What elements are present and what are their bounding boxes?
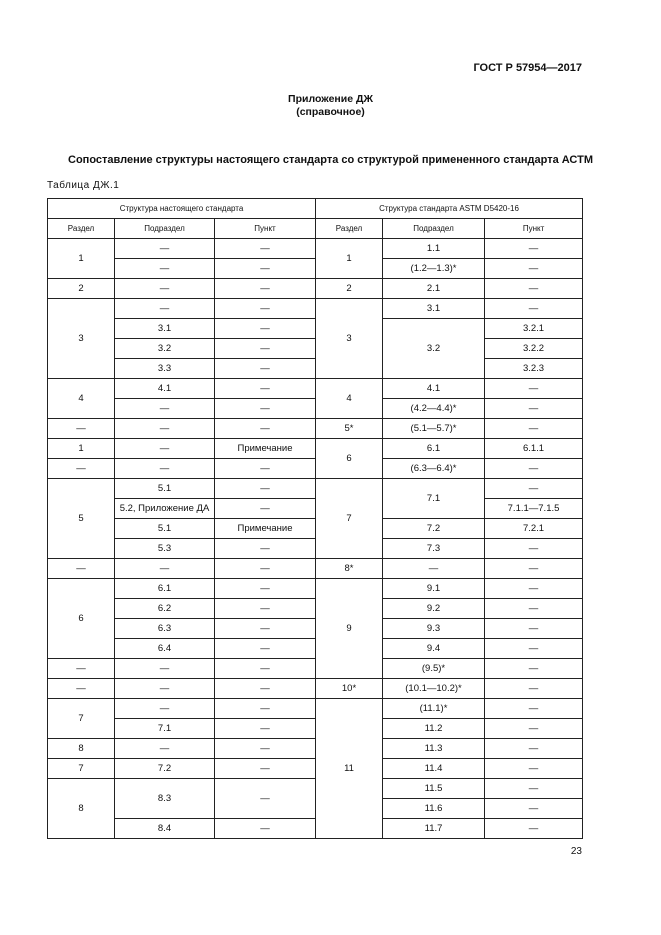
table-cell: 7	[48, 759, 115, 779]
table-cell: —	[485, 819, 583, 839]
table-cell: 11.4	[383, 759, 485, 779]
table-cell: 7.2	[115, 759, 215, 779]
table-cell: 6	[316, 439, 383, 479]
table-cell: —	[485, 419, 583, 439]
table-row	[48, 339, 583, 359]
table-cell: (9.5)*	[383, 659, 485, 679]
table-cell: 4.1	[383, 379, 485, 399]
table-cell: —	[215, 319, 316, 339]
table-row	[48, 239, 583, 259]
table-row	[48, 699, 583, 719]
column-header: Раздел	[48, 219, 115, 239]
table-cell: 2.1	[383, 279, 485, 299]
table-cell: —	[485, 599, 583, 619]
table-cell: 2	[316, 279, 383, 299]
table-body	[48, 239, 583, 839]
column-header-row	[48, 219, 583, 239]
table-cell: 5.2, Приложение ДА	[115, 499, 215, 519]
column-header: Подраздел	[115, 219, 215, 239]
table-row	[48, 719, 583, 739]
table-cell: —	[215, 779, 316, 819]
table-cell: —	[215, 419, 316, 439]
table-cell: Примечание	[215, 439, 316, 459]
table-cell: 6	[48, 579, 115, 659]
table-cell: 1	[48, 239, 115, 279]
table-row	[48, 559, 583, 579]
table-cell: 5.1	[115, 479, 215, 499]
table-cell: —	[485, 399, 583, 419]
table-cell: —	[485, 579, 583, 599]
table-cell: —	[215, 599, 316, 619]
table-cell: 9.4	[383, 639, 485, 659]
table-cell: (1.2—1.3)*	[383, 259, 485, 279]
table-cell: 3.2.1	[485, 319, 583, 339]
table-cell: —	[215, 759, 316, 779]
group-header-left: Структура настоящего стандарта	[48, 199, 316, 219]
comparison-table	[47, 198, 583, 839]
table-cell: (5.1—5.7)*	[383, 419, 485, 439]
table-cell: —	[48, 679, 115, 699]
table-cell: —	[115, 399, 215, 419]
table-cell: —	[485, 379, 583, 399]
table-cell: 9.2	[383, 599, 485, 619]
table-cell: —	[485, 659, 583, 679]
table-cell: 5.1	[115, 519, 215, 539]
table-row	[48, 399, 583, 419]
table-row	[48, 759, 583, 779]
table-cell: —	[215, 699, 316, 719]
table-cell: 8	[48, 779, 115, 839]
table-cell: —	[215, 679, 316, 699]
table-cell: 11.7	[383, 819, 485, 839]
table-cell: 6.1	[115, 579, 215, 599]
table-row	[48, 579, 583, 599]
table-cell: 11.3	[383, 739, 485, 759]
table-cell: —	[115, 299, 215, 319]
table-cell: —	[115, 739, 215, 759]
table-cell: —	[215, 619, 316, 639]
table-cell: (11.1)*	[383, 699, 485, 719]
table-cell: —	[215, 539, 316, 559]
table-cell: —	[115, 559, 215, 579]
table-row	[48, 659, 583, 679]
table-cell: 7.1	[115, 719, 215, 739]
table-cell: 4.1	[115, 379, 215, 399]
table-cell: 7.1.1—7.1.5	[485, 499, 583, 519]
table-cell: 3.2.2	[485, 339, 583, 359]
table-cell: 6.3	[115, 619, 215, 639]
table-cell: —	[215, 399, 316, 419]
table-cell: —	[485, 259, 583, 279]
table-cell: —	[215, 579, 316, 599]
table-row	[48, 619, 583, 639]
table-cell: 5.3	[115, 539, 215, 559]
table-cell: —	[485, 799, 583, 819]
table-cell: 6.2	[115, 599, 215, 619]
table-cell: 7.3	[383, 539, 485, 559]
group-header-right: Структура стандарта ASTM D5420-16	[316, 199, 583, 219]
table-cell: —	[485, 779, 583, 799]
table-cell: 4	[316, 379, 383, 419]
table-row	[48, 639, 583, 659]
table-row	[48, 379, 583, 399]
appendix-subtitle: (справочное)	[296, 106, 365, 118]
column-header: Раздел	[316, 219, 383, 239]
table-row	[48, 739, 583, 759]
table-cell: 10*	[316, 679, 383, 699]
table-cell: —	[215, 259, 316, 279]
table-cell: 7.1	[383, 479, 485, 519]
table-row	[48, 599, 583, 619]
table-cell: 4	[48, 379, 115, 419]
table-cell: 6.4	[115, 639, 215, 659]
page-number: 23	[570, 846, 582, 857]
column-header: Подраздел	[383, 219, 485, 239]
table-cell: 3.2	[115, 339, 215, 359]
table-cell: 11.5	[383, 779, 485, 799]
table-cell: 7	[48, 699, 115, 739]
table-cell: (4.2—4.4)*	[383, 399, 485, 419]
table-cell: —	[485, 759, 583, 779]
table-cell: 11	[316, 699, 383, 839]
table-row	[48, 439, 583, 459]
table-cell: —	[215, 359, 316, 379]
table-cell: —	[215, 819, 316, 839]
table-cell: 2	[48, 279, 115, 299]
table-row	[48, 679, 583, 699]
table-cell: —	[215, 479, 316, 499]
table-cell: —	[215, 239, 316, 259]
table-row	[48, 419, 583, 439]
table-cell: (6.3—6.4)*	[383, 459, 485, 479]
table-cell: 1	[316, 239, 383, 279]
table-cell: 7.2.1	[485, 519, 583, 539]
table-cell: —	[485, 559, 583, 579]
table-cell: —	[48, 419, 115, 439]
table-cell: —	[485, 639, 583, 659]
table-row	[48, 519, 583, 539]
table-cell: Примечание	[215, 519, 316, 539]
table-cell: 9.1	[383, 579, 485, 599]
table-cell: (10.1—10.2)*	[383, 679, 485, 699]
table-cell: 1	[48, 439, 115, 459]
table-cell: 5*	[316, 419, 383, 439]
table-cell: —	[485, 679, 583, 699]
table-cell: —	[215, 299, 316, 319]
table-cell: —	[48, 659, 115, 679]
table-cell: —	[215, 739, 316, 759]
table-cell: —	[485, 479, 583, 499]
table-cell: —	[115, 259, 215, 279]
table-row	[48, 319, 583, 339]
table-caption: Таблица ДЖ.1	[47, 180, 120, 191]
table-row	[48, 779, 583, 799]
document-code: ГОСТ Р 57954—2017	[473, 62, 582, 74]
table-cell: 3	[316, 299, 383, 379]
table-cell: —	[485, 279, 583, 299]
table-cell: —	[485, 539, 583, 559]
table-cell: 11.2	[383, 719, 485, 739]
table-cell: —	[215, 379, 316, 399]
table-cell: 8.3	[115, 779, 215, 819]
table-cell: 7.2	[383, 519, 485, 539]
table-cell: —	[115, 679, 215, 699]
group-header-row	[48, 199, 583, 219]
table-cell: 7	[316, 479, 383, 559]
table-cell: 3.1	[383, 299, 485, 319]
table-cell: —	[115, 459, 215, 479]
table-row	[48, 279, 583, 299]
table-cell: —	[485, 239, 583, 259]
table-cell: —	[215, 559, 316, 579]
table-cell: —	[115, 699, 215, 719]
table-cell: 8.4	[115, 819, 215, 839]
table-cell: —	[48, 459, 115, 479]
table-cell: —	[485, 459, 583, 479]
table-cell: —	[115, 239, 215, 259]
column-header: Пункт	[215, 219, 316, 239]
table-cell: 8*	[316, 559, 383, 579]
table-cell: 9.3	[383, 619, 485, 639]
table-cell: 9	[316, 579, 383, 679]
table-row	[48, 359, 583, 379]
table-cell: —	[48, 559, 115, 579]
appendix-title: Приложение ДЖ	[288, 93, 373, 105]
table-cell: —	[485, 699, 583, 719]
column-header: Пункт	[485, 219, 583, 239]
table-cell: 3.2	[383, 319, 485, 379]
table-cell: —	[485, 739, 583, 759]
table-cell: —	[215, 499, 316, 519]
table-cell: —	[115, 279, 215, 299]
table-cell: —	[485, 299, 583, 319]
table-cell: —	[383, 559, 485, 579]
main-title: Сопоставление структуры настоящего стандарта со структурой примененного стандарта АСТМ	[68, 154, 593, 166]
table-cell: —	[215, 719, 316, 739]
table-cell: 6.1	[383, 439, 485, 459]
table-cell: 1.1	[383, 239, 485, 259]
table-cell: —	[115, 659, 215, 679]
table-cell: —	[115, 419, 215, 439]
table-row	[48, 259, 583, 279]
table-cell: 3.3	[115, 359, 215, 379]
table-row	[48, 299, 583, 319]
table-row	[48, 819, 583, 839]
table-cell: 3	[48, 299, 115, 379]
table-cell: 8	[48, 739, 115, 759]
table-row	[48, 499, 583, 519]
table-cell: —	[485, 619, 583, 639]
table-cell: —	[115, 439, 215, 459]
table-cell: —	[215, 279, 316, 299]
table-cell: —	[215, 639, 316, 659]
table-cell: —	[215, 459, 316, 479]
table-row	[48, 539, 583, 559]
appendix-heading	[0, 93, 661, 119]
table-cell: —	[215, 339, 316, 359]
table-cell: —	[215, 659, 316, 679]
table-cell: 5	[48, 479, 115, 559]
table-row	[48, 479, 583, 499]
table-cell: 3.1	[115, 319, 215, 339]
table-cell: —	[485, 719, 583, 739]
table-cell: 6.1.1	[485, 439, 583, 459]
table-cell: 3.2.3	[485, 359, 583, 379]
table-row	[48, 459, 583, 479]
table-cell: 11.6	[383, 799, 485, 819]
